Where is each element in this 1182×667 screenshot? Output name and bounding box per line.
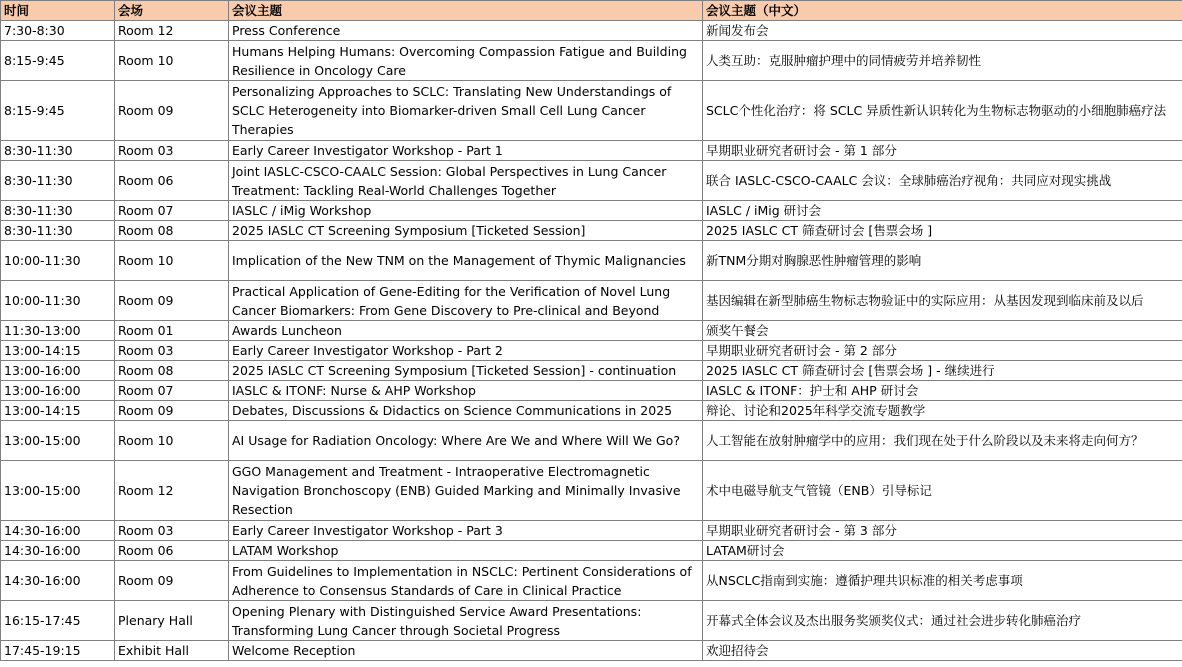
time-cell[interactable]: 8:30-11:30 bbox=[1, 161, 115, 201]
topic-cell[interactable]: Personalizing Approaches to SCLC: Translating New Understandings of SCLC Heterogeneity into Biomarker-driven Small Cell Lung Cancer Therapies bbox=[229, 81, 703, 141]
topic-cell[interactable]: Early Career Investigator Workshop - Part 2 bbox=[229, 341, 703, 361]
header-cell-topic[interactable]: 会议主题 bbox=[229, 1, 703, 21]
topic-cell[interactable]: Joint IASLC-CSCO-CAALC Session: Global Perspectives in Lung Cancer Treatment: Tackling Real-World Challenges Together bbox=[229, 161, 703, 201]
table-row bbox=[1, 601, 1182, 641]
topic-zh-cell[interactable]: LATAM研讨会 bbox=[703, 541, 1182, 561]
room-cell[interactable]: Room 10 bbox=[115, 241, 229, 281]
table-row bbox=[1, 81, 1182, 141]
room-cell[interactable]: Room 03 bbox=[115, 141, 229, 161]
time-cell[interactable]: 14:30-16:00 bbox=[1, 561, 115, 601]
table-row bbox=[1, 461, 1182, 521]
topic-zh-cell[interactable]: 早期职业研究者研讨会 - 第 1 部分 bbox=[703, 141, 1182, 161]
topic-zh-cell[interactable]: 2025 IASLC CT 筛查研讨会 [售票会场 ] bbox=[703, 221, 1182, 241]
room-cell[interactable]: Room 03 bbox=[115, 341, 229, 361]
topic-cell[interactable]: Opening Plenary with Distinguished Service Award Presentations: Transforming Lung Cancer through Societal Progress bbox=[229, 601, 703, 641]
topic-cell[interactable]: Humans Helping Humans: Overcoming Compassion Fatigue and Building Resilience in Oncology Care bbox=[229, 41, 703, 81]
room-cell[interactable]: Room 09 bbox=[115, 81, 229, 141]
table-row bbox=[1, 221, 1182, 241]
room-cell[interactable]: Room 07 bbox=[115, 381, 229, 401]
room-cell[interactable]: Room 06 bbox=[115, 541, 229, 561]
time-cell[interactable]: 8:15-9:45 bbox=[1, 81, 115, 141]
topic-cell[interactable]: LATAM Workshop bbox=[229, 541, 703, 561]
topic-cell[interactable]: Early Career Investigator Workshop - Part 3 bbox=[229, 521, 703, 541]
table-row bbox=[1, 161, 1182, 201]
table-row bbox=[1, 41, 1182, 81]
table-row bbox=[1, 21, 1182, 41]
time-cell[interactable]: 13:00-16:00 bbox=[1, 381, 115, 401]
room-cell[interactable]: Room 10 bbox=[115, 41, 229, 81]
topic-cell[interactable]: Press Conference bbox=[229, 21, 703, 41]
topic-zh-cell[interactable]: IASLC & ITONF：护士和 AHP 研讨会 bbox=[703, 381, 1182, 401]
room-cell[interactable]: Room 12 bbox=[115, 21, 229, 41]
topic-cell[interactable]: Welcome Reception bbox=[229, 641, 703, 661]
topic-cell[interactable]: From Guidelines to Implementation in NSCLC: Pertinent Considerations of Adherence to Consensus Standards of Care in Clinical Practice bbox=[229, 561, 703, 601]
room-cell[interactable]: Room 03 bbox=[115, 521, 229, 541]
time-cell[interactable]: 14:30-16:00 bbox=[1, 521, 115, 541]
time-cell[interactable]: 13:00-16:00 bbox=[1, 361, 115, 381]
time-cell[interactable]: 7:30-8:30 bbox=[1, 21, 115, 41]
header-cell-topic-zh[interactable]: 会议主题（中文） bbox=[703, 1, 1182, 21]
time-cell[interactable]: 8:30-11:30 bbox=[1, 221, 115, 241]
room-cell[interactable]: Room 01 bbox=[115, 321, 229, 341]
table-row bbox=[1, 321, 1182, 341]
table-row bbox=[1, 401, 1182, 421]
topic-zh-cell[interactable]: 新TNM分期对胸腺恶性肿瘤管理的影响 bbox=[703, 241, 1182, 281]
room-cell[interactable]: Room 12 bbox=[115, 461, 229, 521]
topic-zh-cell[interactable]: 欢迎招待会 bbox=[703, 641, 1182, 661]
room-cell[interactable]: Room 09 bbox=[115, 401, 229, 421]
topic-zh-cell[interactable]: IASLC / iMig 研讨会 bbox=[703, 201, 1182, 221]
time-cell[interactable]: 17:45-19:15 bbox=[1, 641, 115, 661]
topic-zh-cell[interactable]: SCLC个性化治疗：将 SCLC 异质性新认识转化为生物标志物驱动的小细胞肺癌疗法 bbox=[703, 81, 1182, 141]
room-cell[interactable]: Room 08 bbox=[115, 361, 229, 381]
topic-cell[interactable]: AI Usage for Radiation Oncology: Where Are We and Where Will We Go? bbox=[229, 421, 703, 461]
table-row bbox=[1, 641, 1182, 661]
table-row bbox=[1, 381, 1182, 401]
table-row bbox=[1, 241, 1182, 281]
topic-cell[interactable]: Awards Luncheon bbox=[229, 321, 703, 341]
table-row bbox=[1, 341, 1182, 361]
table-row bbox=[1, 421, 1182, 461]
topic-zh-cell[interactable]: 辩论、讨论和2025年科学交流专题教学 bbox=[703, 401, 1182, 421]
topic-zh-cell[interactable]: 开幕式全体会议及杰出服务奖颁奖仪式：通过社会进步转化肺癌治疗 bbox=[703, 601, 1182, 641]
room-cell[interactable]: Room 10 bbox=[115, 421, 229, 461]
time-cell[interactable]: 13:00-14:15 bbox=[1, 401, 115, 421]
table-row bbox=[1, 281, 1182, 321]
table-row bbox=[1, 561, 1182, 601]
topic-zh-cell[interactable]: 2025 IASLC CT 筛查研讨会 [售票会场 ] - 继续进行 bbox=[703, 361, 1182, 381]
room-cell[interactable]: Room 06 bbox=[115, 161, 229, 201]
time-cell[interactable]: 11:30-13:00 bbox=[1, 321, 115, 341]
topic-zh-cell[interactable]: 早期职业研究者研讨会 - 第 3 部分 bbox=[703, 521, 1182, 541]
room-cell[interactable]: Room 09 bbox=[115, 561, 229, 601]
topic-cell[interactable]: Practical Application of Gene-Editing for the Verification of Novel Lung Cancer Biomarkers: From Gene Discovery to Pre-clinical and Beyond bbox=[229, 281, 703, 321]
header-cell-room[interactable]: 会场 bbox=[115, 1, 229, 21]
topic-zh-cell[interactable]: 早期职业研究者研讨会 - 第 2 部分 bbox=[703, 341, 1182, 361]
time-cell[interactable]: 14:30-16:00 bbox=[1, 541, 115, 561]
room-cell[interactable]: Plenary Hall bbox=[115, 601, 229, 641]
room-cell[interactable]: Room 09 bbox=[115, 281, 229, 321]
time-cell[interactable]: 16:15-17:45 bbox=[1, 601, 115, 641]
topic-cell[interactable]: 2025 IASLC CT Screening Symposium [Ticketed Session] bbox=[229, 221, 703, 241]
time-cell[interactable]: 10:00-11:30 bbox=[1, 241, 115, 281]
table-row bbox=[1, 541, 1182, 561]
topic-cell[interactable]: Debates, Discussions & Didactics on Science Communications in 2025 bbox=[229, 401, 703, 421]
topic-zh-cell[interactable]: 颁奖午餐会 bbox=[703, 321, 1182, 341]
topic-zh-cell[interactable]: 人类互助：克服肿瘤护理中的同情疲劳并培养韧性 bbox=[703, 41, 1182, 81]
room-cell[interactable]: Room 07 bbox=[115, 201, 229, 221]
table-row bbox=[1, 141, 1182, 161]
table-row bbox=[1, 521, 1182, 541]
table-row bbox=[1, 361, 1182, 381]
topic-cell[interactable]: GGO Management and Treatment - Intraoperative Electromagnetic Navigation Bronchoscopy (ENB) Guided Marking and Minimally Invasive Resection bbox=[229, 461, 703, 521]
time-cell[interactable]: 13:00-15:00 bbox=[1, 461, 115, 521]
topic-cell[interactable]: 2025 IASLC CT Screening Symposium [Ticketed Session] - continuation bbox=[229, 361, 703, 381]
time-cell[interactable]: 8:15-9:45 bbox=[1, 41, 115, 81]
topic-cell[interactable]: Early Career Investigator Workshop - Part 1 bbox=[229, 141, 703, 161]
header-row bbox=[1, 1, 1182, 21]
room-cell[interactable]: Room 08 bbox=[115, 221, 229, 241]
topic-cell[interactable]: IASLC & ITONF: Nurse & AHP Workshop bbox=[229, 381, 703, 401]
table-row bbox=[1, 201, 1182, 221]
topic-cell[interactable]: IASLC / iMig Workshop bbox=[229, 201, 703, 221]
topic-zh-cell[interactable]: 术中电磁导航支气管镜（ENB）引导标记 bbox=[703, 461, 1182, 521]
header-cell-time[interactable]: 时间 bbox=[1, 1, 115, 21]
time-cell[interactable]: 13:00-14:15 bbox=[1, 341, 115, 361]
time-cell[interactable]: 8:30-11:30 bbox=[1, 201, 115, 221]
topic-zh-cell[interactable]: 从NSCLC指南到实施：遵循护理共识标准的相关考虑事项 bbox=[703, 561, 1182, 601]
topic-zh-cell[interactable]: 基因编辑在新型肺癌生物标志物验证中的实际应用：从基因发现到临床前及以后 bbox=[703, 281, 1182, 321]
topic-zh-cell[interactable]: 新闻发布会 bbox=[703, 21, 1182, 41]
topic-cell[interactable]: Implication of the New TNM on the Management of Thymic Malignancies bbox=[229, 241, 703, 281]
room-cell[interactable]: Exhibit Hall bbox=[115, 641, 229, 661]
topic-zh-cell[interactable]: 人工智能在放射肿瘤学中的应用：我们现在处于什么阶段以及未来将走向何方？ bbox=[703, 421, 1182, 461]
time-cell[interactable]: 10:00-11:30 bbox=[1, 281, 115, 321]
time-cell[interactable]: 13:00-15:00 bbox=[1, 421, 115, 461]
time-cell[interactable]: 8:30-11:30 bbox=[1, 141, 115, 161]
topic-zh-cell[interactable]: 联合 IASLC-CSCO-CAALC 会议：全球肺癌治疗视角：共同应对现实挑战 bbox=[703, 161, 1182, 201]
